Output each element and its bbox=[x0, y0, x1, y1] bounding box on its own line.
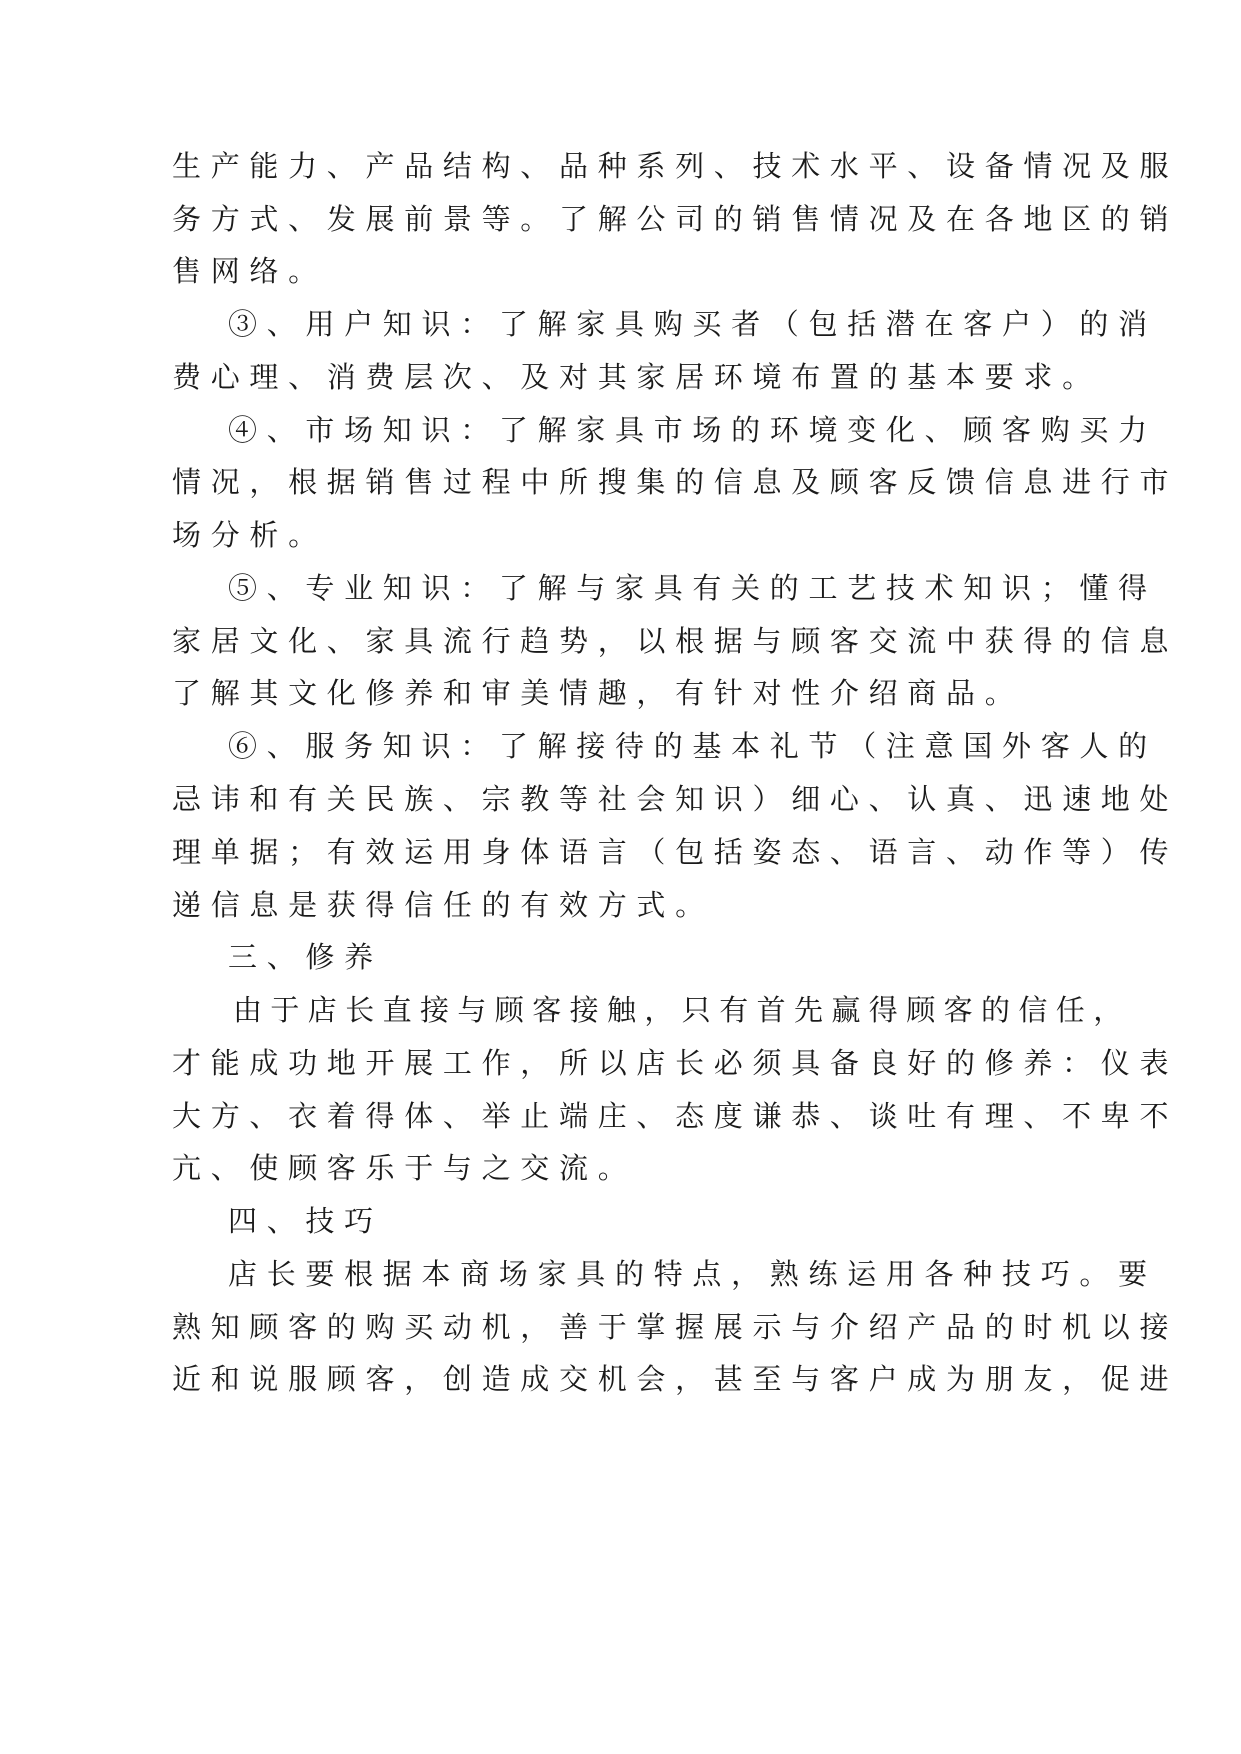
section-heading: 三、修养 bbox=[228, 940, 383, 974]
paragraph-line: 近和说服顾客，创造成交机会，甚至与客户成为朋友，促进 bbox=[172, 1362, 1179, 1396]
paragraph-line: 递信息是获得信任的有效方式。 bbox=[172, 888, 714, 922]
paragraph-line: 店长要根据本商场家具的特点，熟练运用各种技巧。要 bbox=[228, 1257, 1157, 1291]
paragraph-line: 才能成功地开展工作，所以店长必须具备良好的修养：仪表 bbox=[172, 1046, 1179, 1080]
paragraph-line: 亢、使顾客乐于与之交流。 bbox=[172, 1151, 637, 1185]
paragraph-line: 理单据；有效运用身体语言（包括姿态、语言、动作等）传 bbox=[172, 835, 1179, 869]
paragraph-line: 费心理、消费层次、及对其家居环境布置的基本要求。 bbox=[172, 360, 1101, 394]
paragraph-line: 情况，根据销售过程中所搜集的信息及顾客反馈信息进行市 bbox=[172, 465, 1179, 499]
paragraph-line: 熟知顾客的购买动机，善于掌握展示与介绍产品的时机以接 bbox=[172, 1310, 1179, 1344]
paragraph-line: 务方式、发展前景等。了解公司的销售情况及在各地区的销 bbox=[172, 202, 1179, 236]
paragraph-line: ③、用户知识：了解家具购买者（包括潜在客户）的消 bbox=[228, 307, 1157, 341]
paragraph-line: 家居文化、家具流行趋势，以根据与顾客交流中获得的信息 bbox=[172, 624, 1179, 658]
paragraph-line: 场分析。 bbox=[172, 518, 327, 552]
section-heading: 四、技巧 bbox=[228, 1204, 383, 1238]
paragraph-line: ⑥、服务知识：了解接待的基本礼节（注意国外客人的 bbox=[228, 729, 1157, 763]
paragraph-line: 由于店长直接与顾客接触，只有首先赢得顾客的信任， bbox=[233, 993, 1131, 1027]
paragraph-line: ④、市场知识：了解家具市场的环境变化、顾客购买力 bbox=[228, 413, 1157, 447]
paragraph-line: 大方、衣着得体、举止端庄、态度谦恭、谈吐有理、不卑不 bbox=[172, 1099, 1179, 1133]
paragraph-line: 售网络。 bbox=[172, 254, 327, 288]
paragraph-line: 生产能力、产品结构、品种系列、技术水平、设备情况及服 bbox=[172, 149, 1179, 183]
paragraph-line: ⑤、专业知识：了解与家具有关的工艺技术知识；懂得 bbox=[228, 571, 1157, 605]
paragraph-line: 忌讳和有关民族、宗教等社会知识）细心、认真、迅速地处 bbox=[172, 782, 1179, 816]
paragraph-line: 了解其文化修养和审美情趣，有针对性介绍商品。 bbox=[172, 676, 1024, 710]
